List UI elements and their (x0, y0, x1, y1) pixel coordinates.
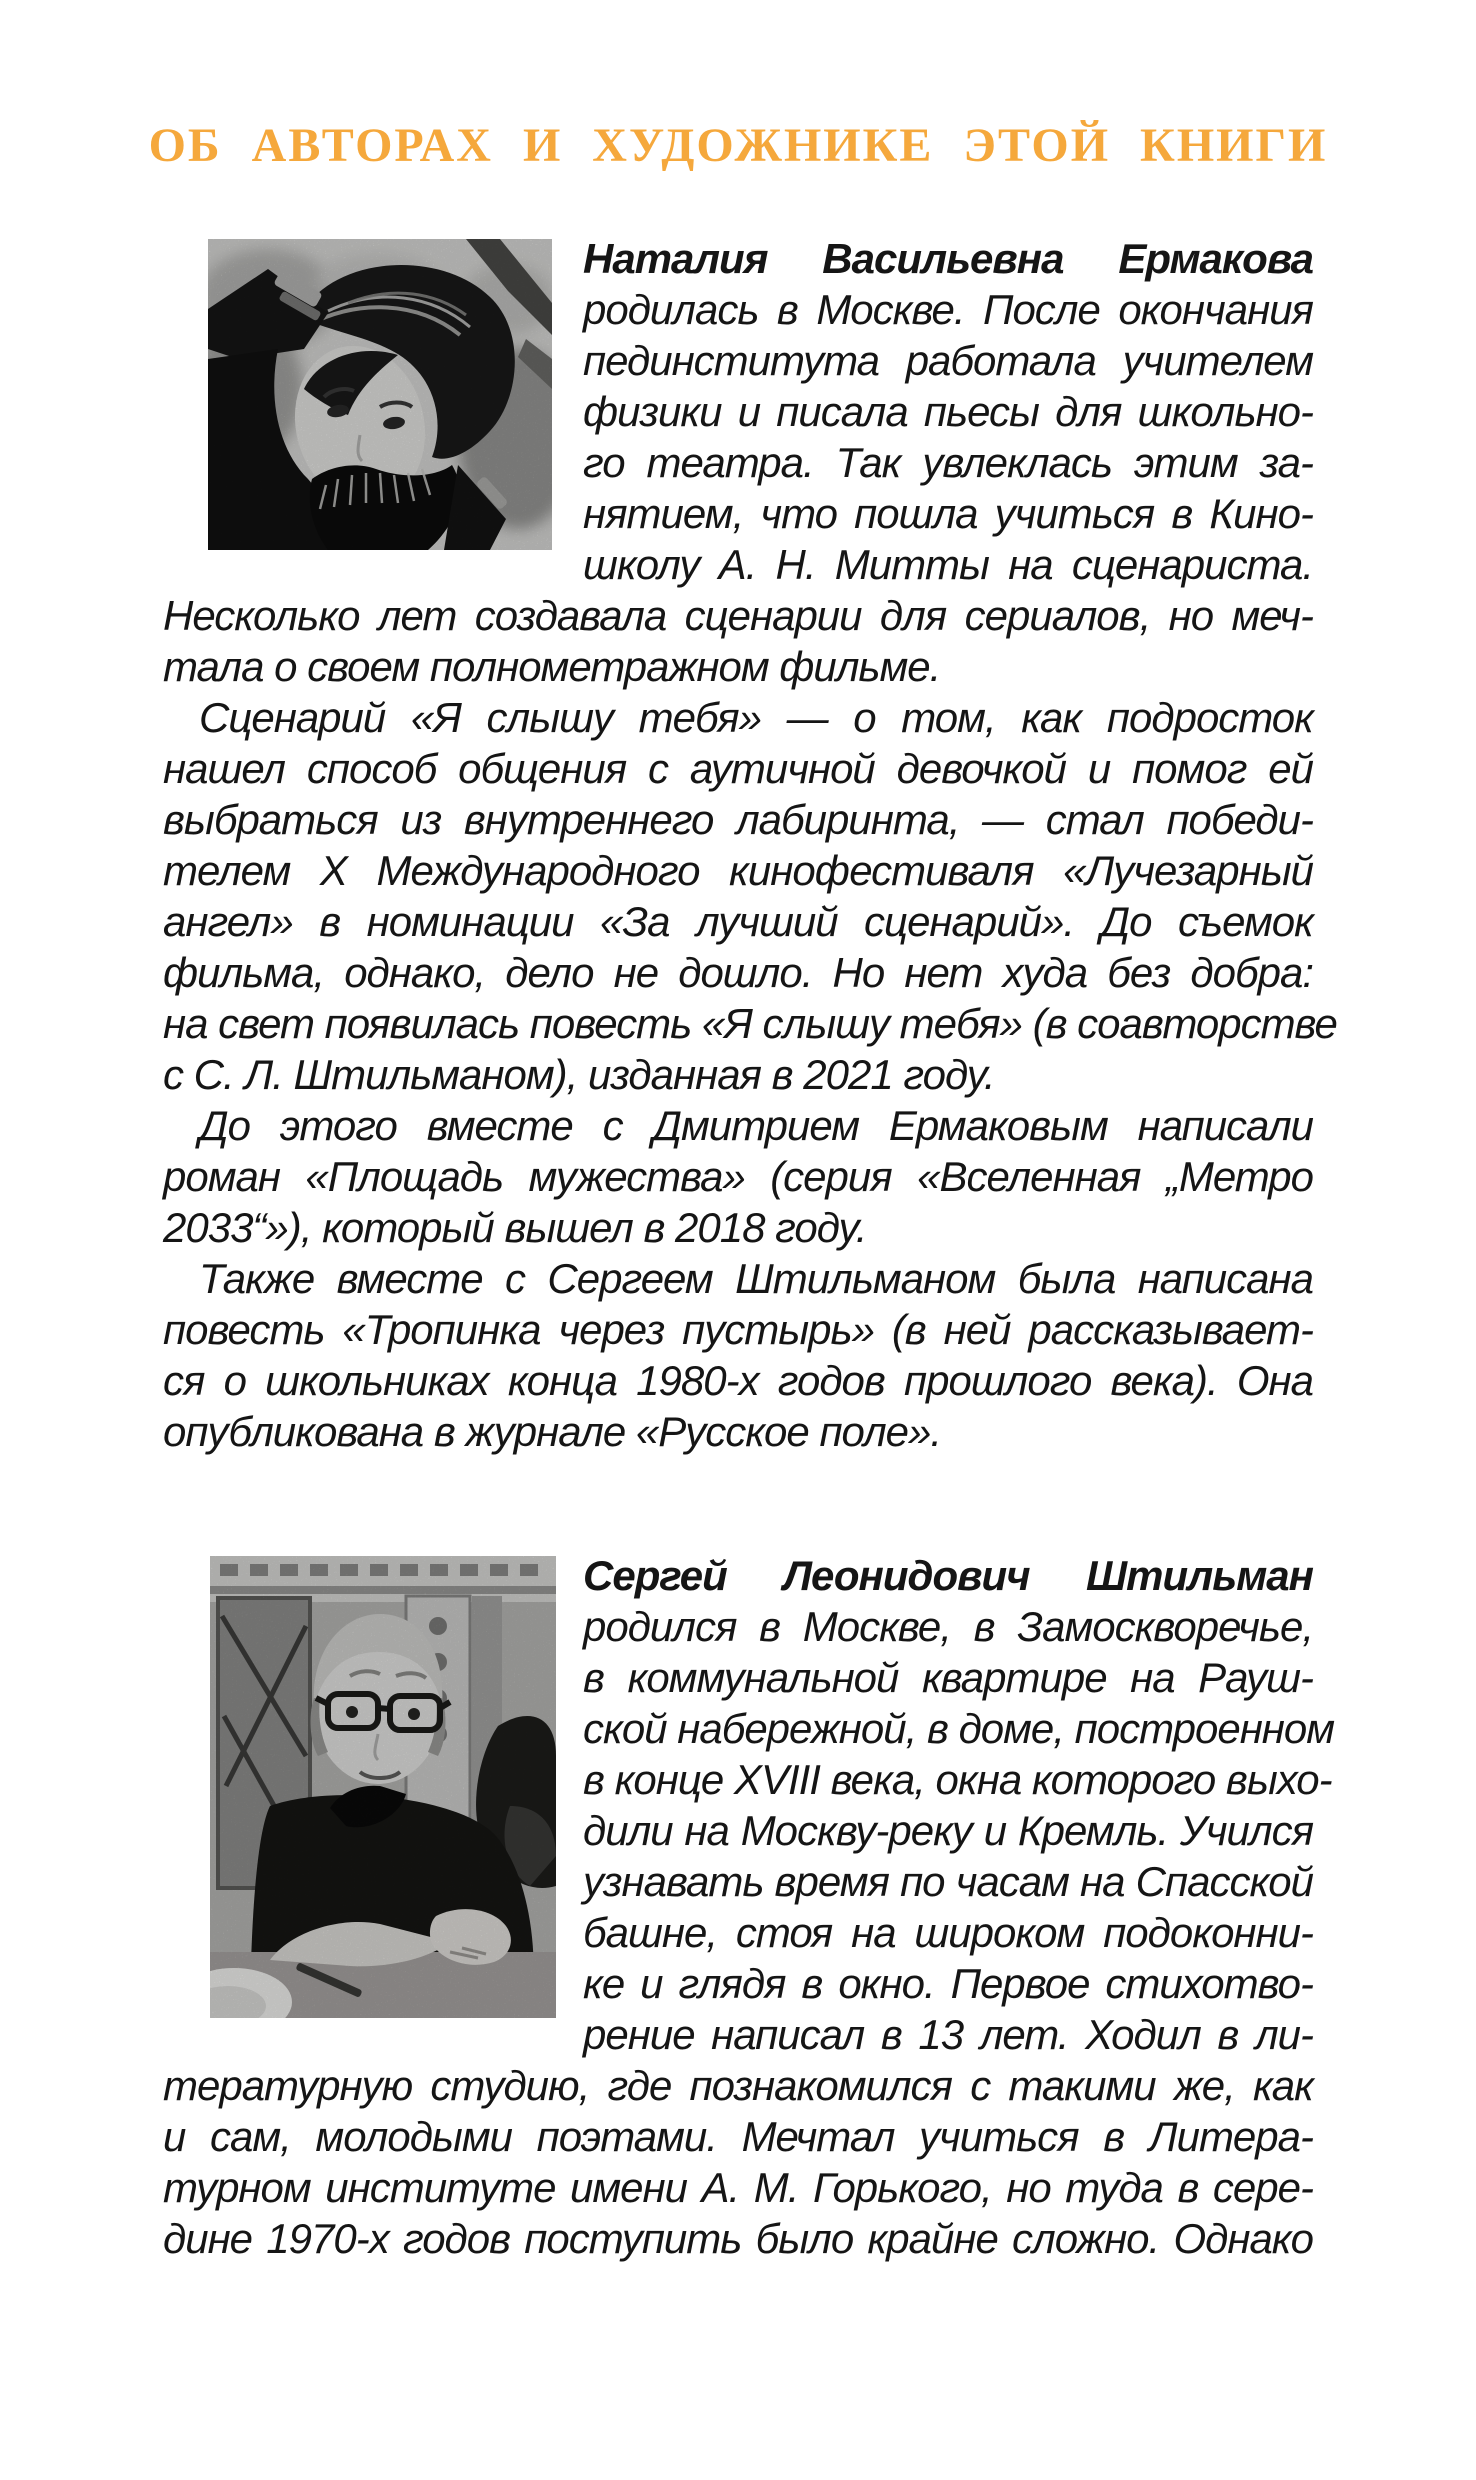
text-line: дили на Москву-реку и Кремль. Учился (583, 1807, 1313, 1854)
text-line: дине 1970-х годов поступить было крайне сложно. Однако (163, 2215, 1313, 2262)
text-line: турном институте имени А. М. Горького, но туда в сере- (163, 2164, 1313, 2211)
text-line: в коммунальной квартире на Рауш- (583, 1654, 1313, 1701)
author-name-line: Сергей Леонидович Штильман (583, 1552, 1313, 1599)
text-line: родилась в Москве. После окончания (583, 286, 1313, 333)
text-line: физики и писала пьесы для школьно- (583, 388, 1313, 435)
text-line: 2033“»), который вышел в 2018 году. (163, 1204, 867, 1251)
text-line: нятием, что пошла учиться в Кино- (583, 490, 1313, 537)
text-line: рение написал в 13 лет. Ходил в ли- (583, 2011, 1313, 2058)
author-section-ermakova (163, 233, 1337, 1457)
portrait-photo (210, 1556, 556, 2018)
text-line: башне, стоя на широком подоконни- (583, 1909, 1313, 1956)
text-line: узнавать время по часам на Спасской (583, 1858, 1313, 1905)
text-line: Несколько лет создавала сценарии для сериалов, но меч- (163, 592, 1313, 639)
portrait-photo (208, 239, 552, 550)
text-line: ке и глядя в окно. Первое стихотво- (583, 1960, 1313, 2007)
text-line: пединститута работала учителем (583, 337, 1313, 384)
text-line: тала о своем полнометражном фильме. (163, 643, 941, 690)
text-line: До этого вместе с Дмитрием Ермаковым написали (199, 1102, 1313, 1149)
text-line: ангел» в номинации «За лучший сценарий». До съемок (163, 898, 1313, 945)
text-line: нашел способ общения с аутичной девочкой и помог ей (163, 745, 1313, 792)
page-title: ОБ АВТОРАХ И ХУДОЖНИКЕ ЭТОЙ КНИГИ (148, 119, 1328, 172)
text-line: ской набережной, в доме, построенном (583, 1705, 1335, 1752)
text-line: фильма, однако, дело не дошло. Но нет худа без добра: (163, 949, 1313, 996)
author-photo-ermakova (208, 239, 552, 550)
text-line: Сценарий «Я слышу тебя» — о том, как подросток (199, 694, 1313, 741)
text-line: повесть «Тропинка через пустырь» (в ней рассказывает- (163, 1306, 1313, 1353)
text-line: ся о школьниках конца 1980-х годов прошлого века). Она (163, 1357, 1313, 1404)
text-line: на свет появилась повесть «Я слышу тебя» (в соавторстве (163, 1000, 1337, 1047)
text-line: телем X Международного кинофестиваля «Лучезарный (163, 847, 1313, 894)
author-name-line: Наталия Васильевна Ермакова (583, 235, 1313, 282)
text-line: родился в Москве, в Замоскворечье, (583, 1603, 1313, 1650)
text-line: и сам, молодыми поэтами. Мечтал учиться в Литера- (163, 2113, 1313, 2160)
text-line: роман «Площадь мужества» (серия «Вселенная „Метро (163, 1153, 1313, 1200)
text-line: го театра. Так увлеклась этим за- (583, 439, 1313, 486)
text-line: в конце XVIII века, окна которого выхо- (583, 1756, 1332, 1803)
text-line: тературную студию, где познакомился с такими же, как (163, 2062, 1313, 2109)
text-line: с С. Л. Штильманом), изданная в 2021 году. (163, 1051, 995, 1098)
text-line: Также вместе с Сергеем Штильманом была написана (199, 1255, 1313, 1302)
text-line: школу А. Н. Митты на сценариста. (583, 541, 1313, 588)
author-section-shtilman (163, 1550, 1335, 2264)
text-line: выбраться из внутреннего лабиринта, — стал победи- (163, 796, 1313, 843)
author-photo-shtilman (210, 1556, 556, 2018)
text-line: опубликована в журнале «Русское поле». (163, 1408, 942, 1455)
